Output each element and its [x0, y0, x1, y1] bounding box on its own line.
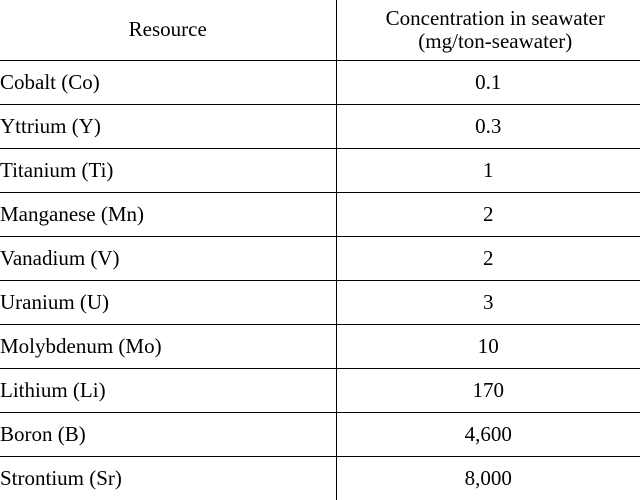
concentration-cell: 8,000 — [336, 457, 640, 500]
header-concentration — [336, 0, 640, 61]
header-resource: Resource — [0, 0, 336, 61]
resource-cell: Boron (B) — [0, 413, 336, 457]
resource-cell: Vanadium (V) — [0, 237, 336, 281]
resource-cell: Titanium (Ti) — [0, 149, 336, 193]
table-row — [0, 413, 640, 457]
resource-cell: Yttrium (Y) — [0, 105, 336, 149]
resource-cell: Cobalt (Co) — [0, 61, 336, 105]
table-row — [0, 281, 640, 325]
concentration-cell: 0.1 — [336, 61, 640, 105]
concentration-cell: 10 — [336, 325, 640, 369]
resource-cell: Strontium (Sr) — [0, 457, 336, 500]
resource-cell: Lithium (Li) — [0, 369, 336, 413]
resource-cell: Molybdenum (Mo) — [0, 325, 336, 369]
table-row — [0, 61, 640, 105]
concentration-cell: 3 — [336, 281, 640, 325]
table-row — [0, 369, 640, 413]
table-row — [0, 193, 640, 237]
header-concentration-line1: Concentration in seawater — [351, 7, 640, 30]
table-row — [0, 325, 640, 369]
concentration-cell: 2 — [336, 237, 640, 281]
table-body — [0, 61, 640, 500]
table-row — [0, 457, 640, 500]
concentration-cell: 2 — [336, 193, 640, 237]
resource-cell: Uranium (U) — [0, 281, 336, 325]
table-row — [0, 237, 640, 281]
table-header — [0, 0, 640, 61]
header-concentration-unit: (mg/ton-seawater) — [351, 30, 640, 53]
resource-cell: Manganese (Mn) — [0, 193, 336, 237]
table-row — [0, 105, 640, 149]
concentration-cell: 0.3 — [336, 105, 640, 149]
concentration-cell: 170 — [336, 369, 640, 413]
header-row — [0, 0, 640, 61]
table-row — [0, 149, 640, 193]
concentration-cell: 4,600 — [336, 413, 640, 457]
concentration-cell: 1 — [336, 149, 640, 193]
